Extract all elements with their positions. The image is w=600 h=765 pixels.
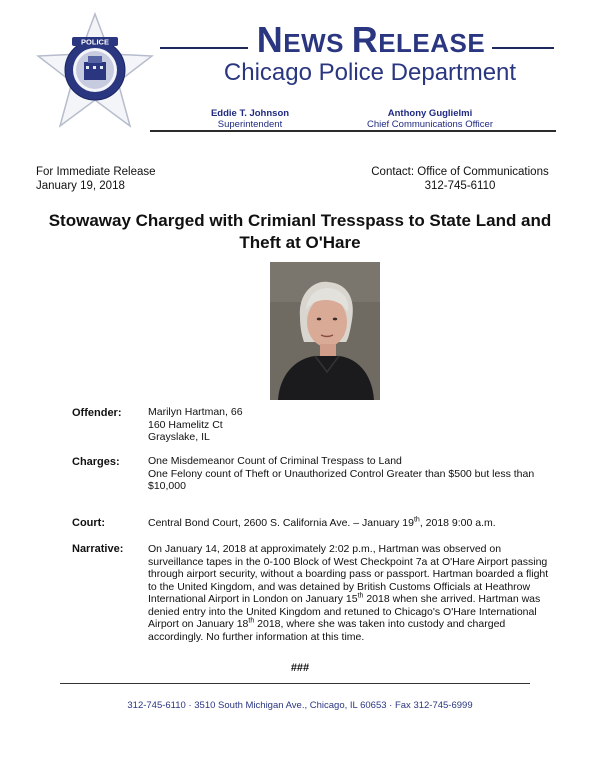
charges-label: Charges: bbox=[72, 456, 120, 468]
court-label: Court: bbox=[72, 517, 105, 529]
superintendent-name: Eddie T. Johnson bbox=[210, 108, 290, 119]
release-info bbox=[36, 165, 156, 193]
release-line: For Immediate Release bbox=[36, 166, 156, 178]
news-release-title: NEWS RELEASE bbox=[256, 19, 486, 60]
communications-officer-name: Anthony Guglielmi bbox=[387, 108, 473, 119]
superintendent-role: Superintendent bbox=[217, 119, 283, 130]
department-name: Chicago Police Department bbox=[223, 59, 517, 86]
offender-street: 160 Hamelitz Ct bbox=[148, 418, 223, 431]
communications-officer-block bbox=[355, 108, 505, 130]
offender-details bbox=[148, 406, 558, 444]
communications-officer-role: Chief Communications Officer bbox=[366, 119, 493, 130]
offender-name: Marilyn Hartman, 66 bbox=[148, 406, 243, 418]
badge-top-text: POLICE bbox=[81, 37, 109, 47]
charge-felony-cont: $10,000 bbox=[148, 480, 186, 492]
police-star-badge-icon bbox=[36, 12, 154, 130]
charges-details bbox=[148, 455, 558, 493]
charge-misdemeanor: One Misdemeanor Count of Criminal Trespass to Land bbox=[148, 455, 402, 467]
contact-phone: 312-745-6110 bbox=[424, 180, 496, 192]
charge-felony: One Felony count of Theft or Unauthorized Control Greater than $500 but less than bbox=[148, 467, 535, 480]
footer-divider bbox=[60, 683, 530, 684]
offender-city: Grayslake, IL bbox=[148, 431, 210, 443]
footer-contact: 312-745-6110 · 3510 South Michigan Ave., Chicago, IL 60653 · Fax 312-745-6999 bbox=[127, 700, 473, 711]
contact-office: Contact: Office of Communications bbox=[371, 166, 549, 178]
end-mark: ### bbox=[290, 662, 310, 674]
title-rule-left bbox=[160, 47, 248, 49]
header-divider bbox=[150, 130, 556, 132]
offender-label: Offender: bbox=[72, 407, 122, 419]
headline: Stowaway Charged with Crimianl Tresspass to State Land and Theft at O'Hare bbox=[48, 211, 552, 252]
narrative-text: On January 14, 2018 at approximately 2:02 p.m., Hartman was observed on surveillance tapes in the 0-100 Block of West Checkpoint 7a at O'Hare Airport passing through airport security, without a boarding pass or passport. Hartman boarded a flight to the United Kingdom, and was detained by British Customs Officials at Heathrow International Airport in London on January 15th 2018 when she arrived. Hartman was denied entry into the United Kingdom and retuned to Chicago's O'Hare International Airport on January 18th 2018, where she was taken into custody and charged accordingly. No further information at this time. bbox=[148, 543, 549, 643]
court-details: Central Bond Court, 2600 S. California Ave. – January 19th, 2018 9:00 a.m. bbox=[148, 516, 496, 529]
superintendent-block bbox=[190, 108, 310, 130]
contact-info bbox=[360, 165, 560, 193]
narrative-label: Narrative: bbox=[72, 543, 124, 555]
offender-photo bbox=[270, 262, 380, 400]
title-rule-right bbox=[492, 47, 554, 49]
release-date: January 19, 2018 bbox=[36, 180, 125, 192]
